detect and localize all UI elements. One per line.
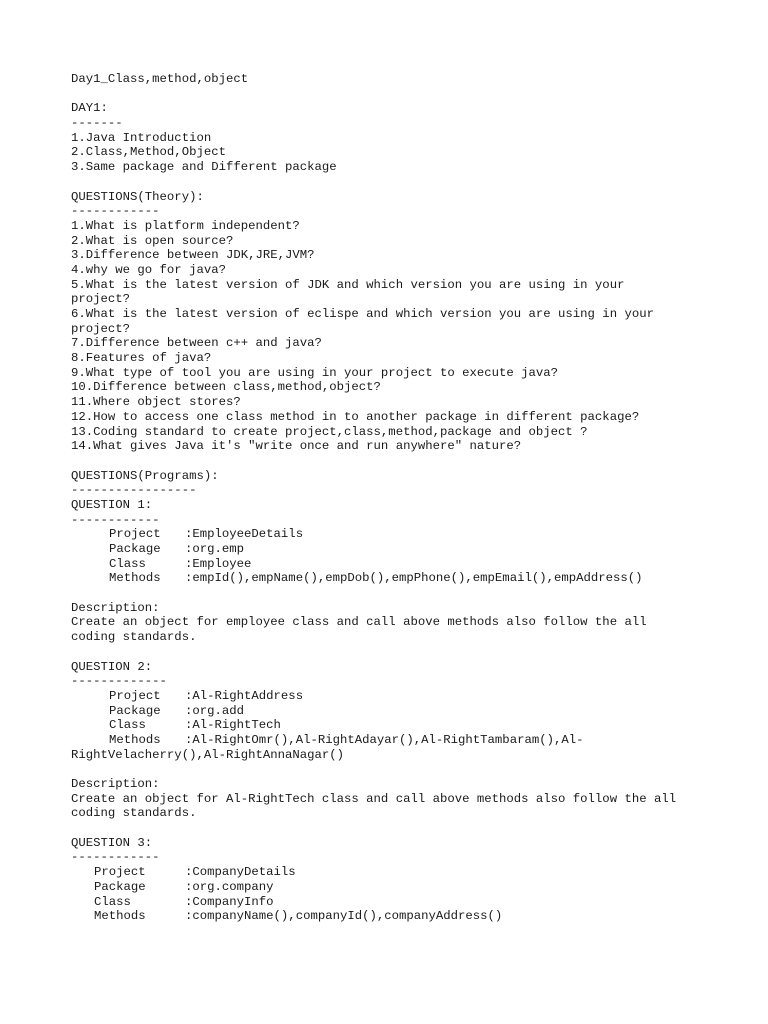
- question-2-rule: -------------: [71, 674, 167, 689]
- spacer: [71, 87, 751, 102]
- question-1-title: QUESTION 1:: [71, 497, 153, 512]
- class-row: [71, 895, 751, 910]
- theory-question-line: 4.why we go for java?: [71, 262, 226, 277]
- theory-question-line: 5.What is the latest version of JDK and which version you are using in your: [71, 277, 625, 292]
- description-heading: Description:: [71, 600, 160, 615]
- description-heading: Description:: [71, 777, 160, 791]
- day-heading: DAY1:: [71, 101, 108, 116]
- class-value: :Al-RightTech: [185, 718, 281, 733]
- question-1-rule: ------------: [71, 512, 160, 527]
- theory-question-line: 9.What type of tool you are using in your project to execute java?: [71, 365, 559, 380]
- question-3-title: QUESTION 3:: [71, 835, 153, 850]
- methods-row: [71, 571, 751, 586]
- theory-question-line: 13.Coding standard to create project,class,method,package and object ?: [71, 424, 588, 439]
- theory-question-line: 12.How to access one class method in to another package in different package?: [71, 409, 640, 424]
- project-key: Project: [109, 688, 161, 703]
- package-value: :org.emp: [185, 542, 245, 556]
- package-key: Package: [94, 879, 146, 894]
- theory-question-line: 6.What is the latest version of eclispe and which version you are using in your: [71, 307, 654, 321]
- methods-key: Methods: [94, 909, 146, 924]
- project-value: :Al-RightAddress: [185, 688, 304, 703]
- topic-item: 2.Class,Method,Object: [71, 145, 226, 160]
- project-row: [71, 865, 751, 880]
- programs-rule: -----------------: [71, 483, 197, 498]
- theory-question-line: project?: [71, 321, 131, 336]
- class-row: [71, 557, 751, 572]
- topic-item: 3.Same package and Different package: [71, 160, 337, 175]
- package-row: [71, 880, 751, 895]
- methods-key: Methods: [109, 571, 161, 586]
- spacer: [71, 821, 751, 836]
- methods-key: Methods: [109, 732, 161, 747]
- package-row: [71, 542, 751, 557]
- package-key: Package: [109, 542, 161, 556]
- theory-question-line: 10.Difference between class,method,object?: [71, 380, 381, 395]
- spacer: [71, 762, 751, 777]
- package-value: :org.company: [185, 879, 274, 894]
- theory-heading: QUESTIONS(Theory):: [71, 189, 204, 204]
- package-value: :org.add: [185, 703, 245, 718]
- package-row: [71, 704, 751, 719]
- class-value: :CompanyInfo: [185, 894, 274, 909]
- project-row: [71, 689, 751, 704]
- programs-heading: QUESTIONS(Programs):: [71, 468, 219, 483]
- methods-continuation: RightVelacherry(),Al-RightAnnaNagar(): [71, 747, 345, 762]
- topic-item: 1.Java Introduction: [71, 130, 212, 145]
- question-3-rule: ------------: [71, 850, 160, 865]
- document-title: Day1_Class,method,object: [71, 72, 249, 86]
- methods-value: :Al-RightOmr(),Al-RightAdayar(),Al-RightTambaram(),Al-: [185, 732, 584, 747]
- methods-value: :empId(),empName(),empDob(),empPhone(),empEmail(),empAddress(): [185, 571, 643, 586]
- project-key: Project: [94, 865, 146, 880]
- methods-row: [71, 909, 751, 924]
- project-value: :CompanyDetails: [185, 865, 296, 880]
- question-3: [71, 836, 751, 924]
- description-line: Create an object for Al-RightTech class and call above methods also follow the all: [71, 791, 677, 806]
- theory-question-line: 1.What is platform independent?: [71, 218, 300, 233]
- question-1: [71, 498, 751, 645]
- question-2-title: QUESTION 2:: [71, 659, 153, 674]
- question-2: [71, 660, 751, 822]
- project-value: :EmployeeDetails: [185, 527, 304, 542]
- spacer: [71, 586, 751, 601]
- description-line: coding standards.: [71, 630, 197, 645]
- methods-value: :companyName(),companyId(),companyAddress(): [185, 909, 503, 924]
- document-page: [71, 72, 751, 924]
- theory-question-line: project?: [71, 292, 131, 307]
- description-line: coding standards.: [71, 806, 197, 821]
- package-key: Package: [109, 703, 161, 718]
- class-key: Class: [109, 718, 146, 733]
- description-line: Create an object for employee class and call above methods also follow the all: [71, 615, 647, 630]
- theory-question-line: 14.What gives Java it's "write once and run anywhere" nature?: [71, 439, 522, 454]
- theory-question-line: 2.What is open source?: [71, 233, 234, 248]
- class-key: Class: [109, 556, 146, 571]
- theory-rule: ------------: [71, 204, 160, 219]
- theory-question-line: 3.Difference between JDK,JRE,JVM?: [71, 248, 315, 263]
- spacer: [71, 645, 751, 660]
- class-row: [71, 718, 751, 733]
- project-row: [71, 527, 751, 542]
- project-key: Project: [109, 527, 161, 542]
- day-rule: -------: [71, 116, 123, 131]
- spacer: [71, 175, 751, 190]
- theory-question-line: 7.Difference between c++ and java?: [71, 336, 322, 351]
- methods-row: [71, 733, 751, 748]
- class-key: Class: [94, 894, 131, 909]
- theory-question-line: 11.Where object stores?: [71, 395, 241, 410]
- class-value: :Employee: [185, 556, 252, 571]
- spacer: [71, 454, 751, 469]
- theory-question-line: 8.Features of java?: [71, 351, 212, 366]
